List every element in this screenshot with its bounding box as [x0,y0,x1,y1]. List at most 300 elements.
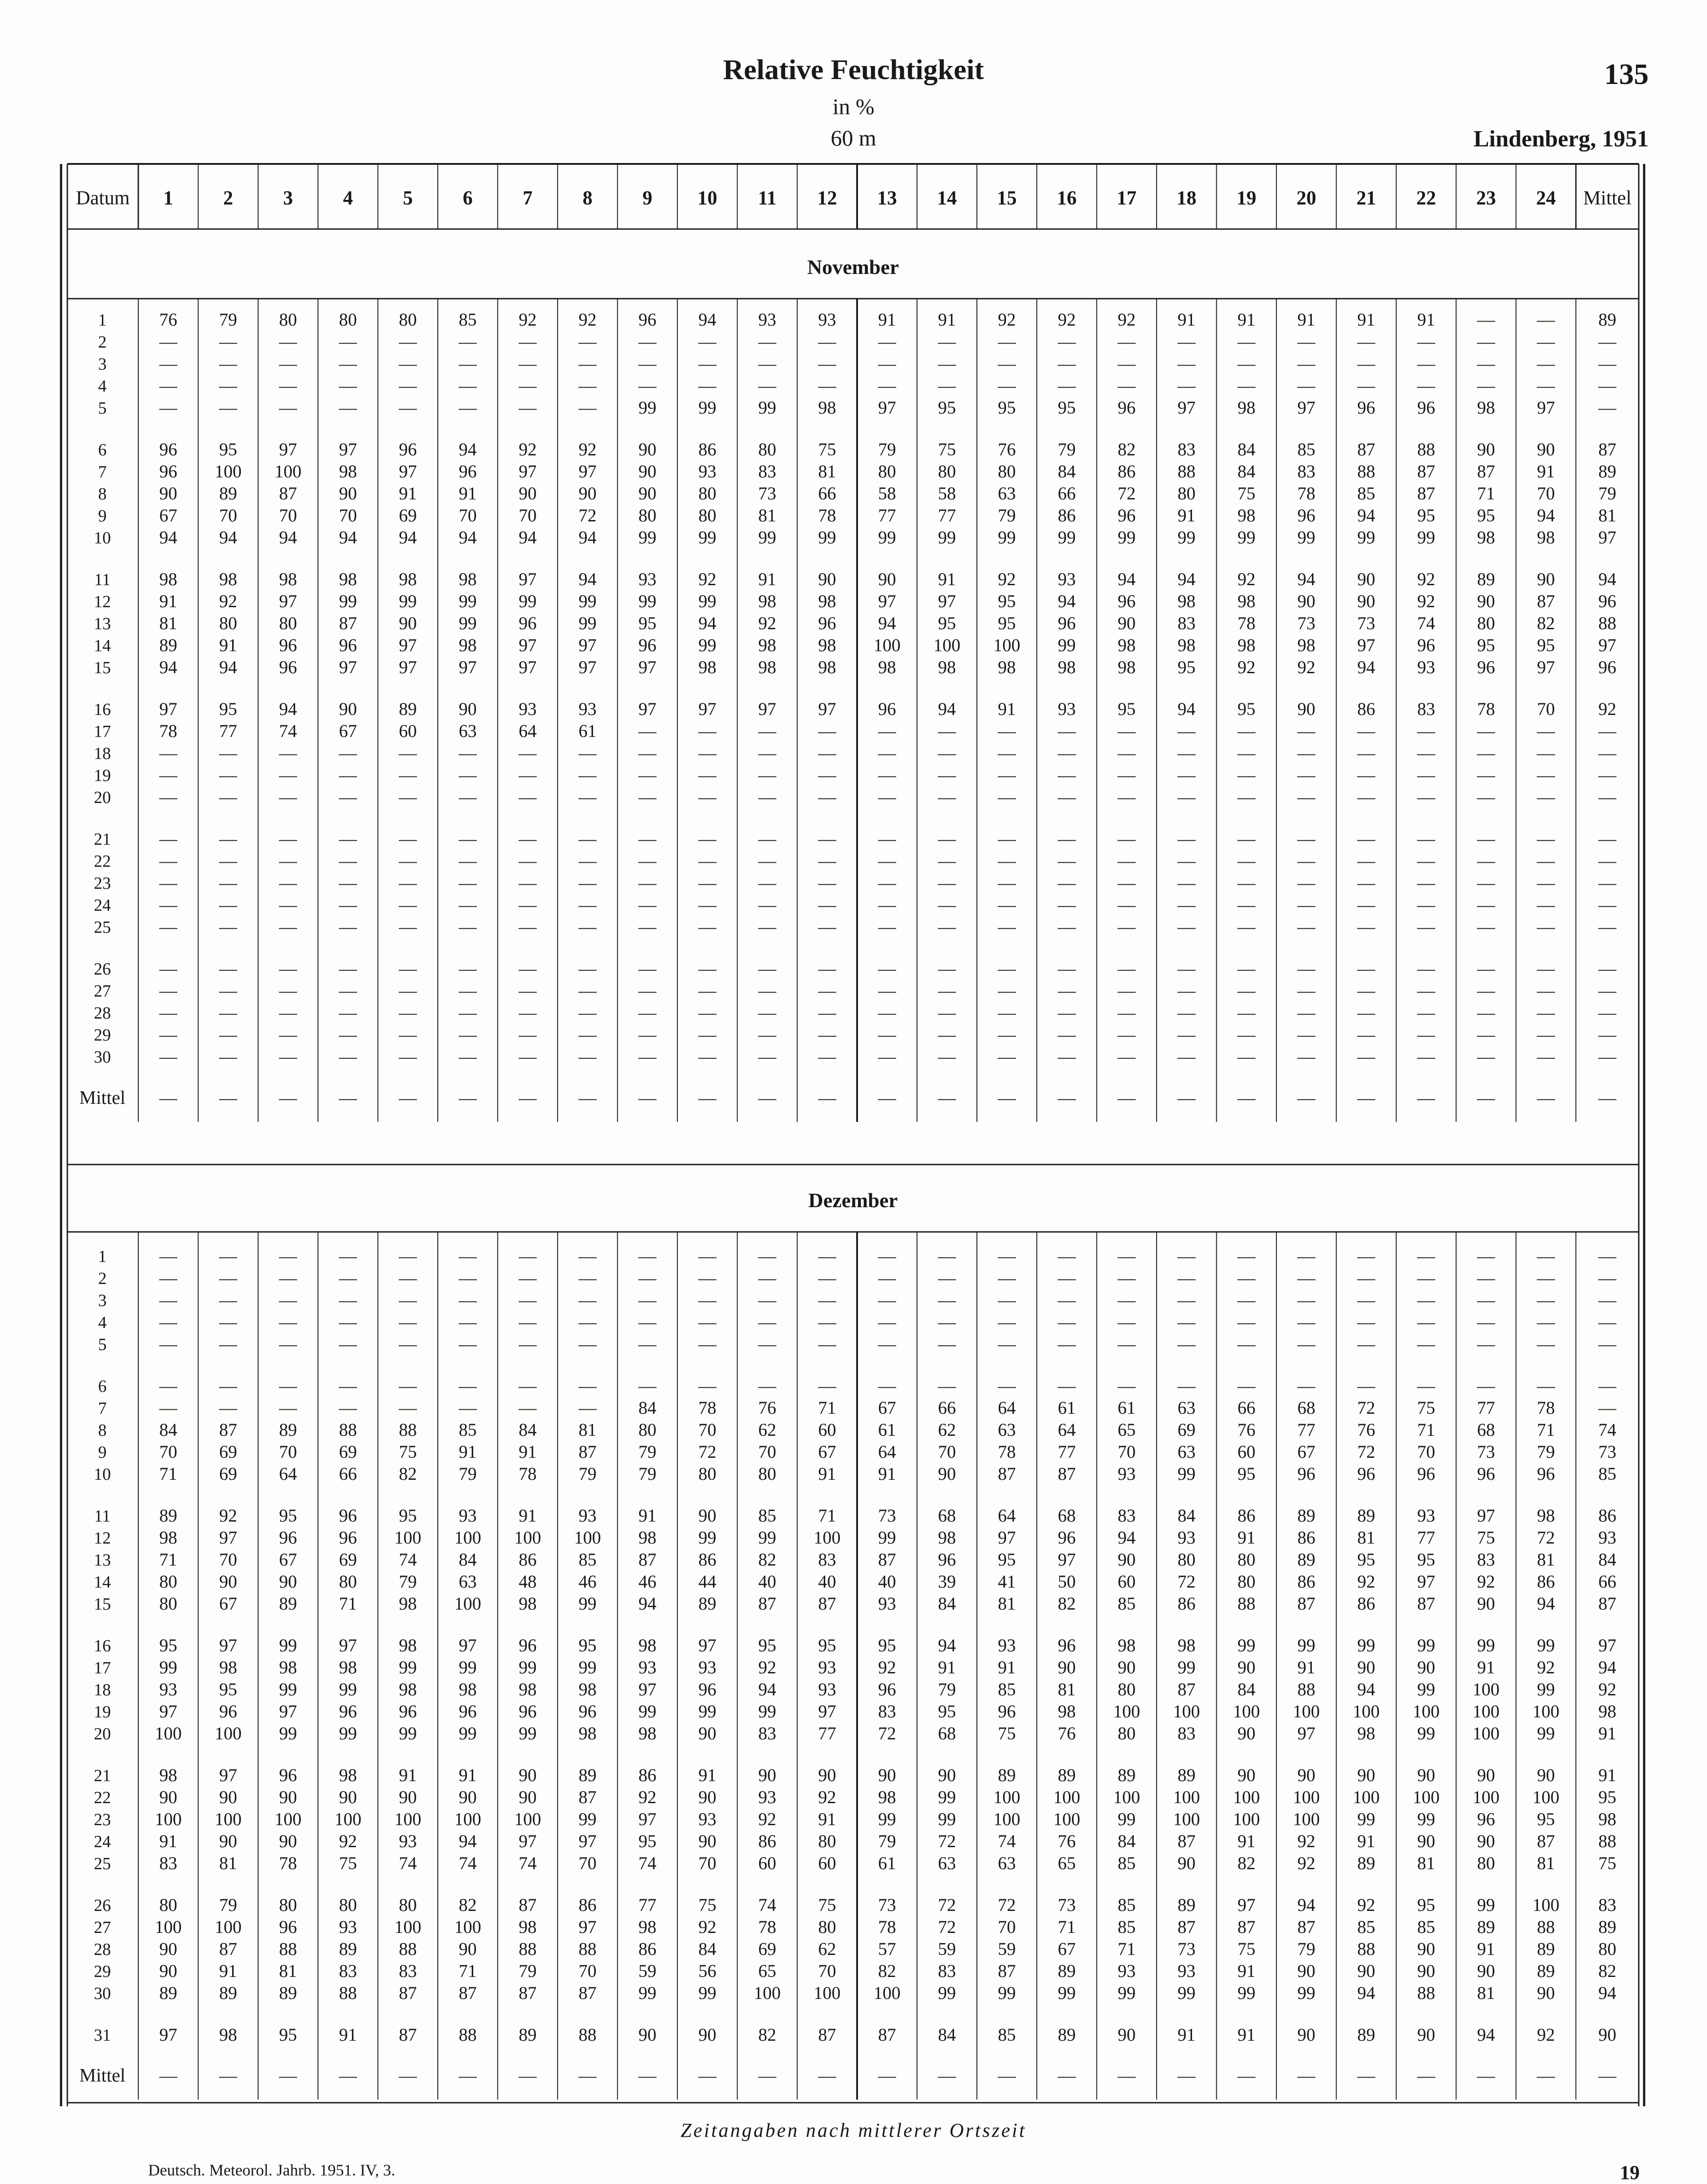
table-cell: 99 [698,527,717,547]
table-cell: 99 [279,1723,297,1743]
table-cell: 95 [1537,1809,1555,1829]
table-cell: 96 [339,1527,357,1548]
table-cell: — [698,1246,717,1266]
table-cell: 73 [1057,1895,1076,1915]
table-cell: 90 [519,1765,537,1785]
table-cell: 72 [938,1895,956,1915]
table-cell: — [698,375,717,396]
table-cell: 96 [578,1701,597,1721]
table-cell: 90 [1057,1657,1076,1677]
table-cell: 100 [215,1809,242,1829]
table-cell: 73 [1297,613,1315,633]
table-cell: — [1417,765,1435,785]
table-cell: — [519,873,537,893]
table-cell: — [399,917,417,937]
table-cell: 73 [758,483,776,503]
table-cell: 90 [159,1787,177,1807]
table-cell: 95 [1477,505,1495,525]
table-cell: — [1177,1024,1196,1045]
table-cell: 90 [1477,1593,1495,1614]
table-cell: 64 [998,1505,1016,1526]
table-cell: 84 [1117,1831,1136,1851]
table-cell: 86 [1297,1571,1315,1592]
table-cell: — [818,1002,836,1023]
table-cell: — [1117,375,1136,396]
mean-row-total: — [1598,1088,1616,1108]
table-cell: 99 [1297,1635,1315,1655]
row-mean-cell: 97 [1598,527,1616,547]
table-cell: — [1057,1312,1076,1332]
table-cell: 92 [1417,569,1435,589]
table-cell: — [458,1398,477,1418]
table-cell: 98 [1057,1701,1076,1721]
row-mean-cell: 94 [1598,569,1616,589]
table-cell: — [519,1312,537,1332]
table-cell: — [578,1046,597,1067]
table-cell: — [1237,980,1256,1001]
table-cell: 100 [1173,1809,1200,1829]
table-cell: 98 [399,569,417,589]
table-cell: 99 [1357,527,1376,547]
table-cell: 99 [938,1809,956,1829]
table-cell: — [938,980,956,1001]
table-cell: — [1417,851,1435,871]
row-day-label: 18 [94,744,111,763]
mean-row-cell: — [159,1088,177,1108]
table-cell: 99 [458,1723,477,1743]
table-cell: — [878,1334,896,1354]
table-cell: — [219,1024,238,1045]
table-cell: — [279,1334,297,1354]
table-cell: — [1117,1268,1136,1288]
table-cell: — [279,1398,297,1418]
table-cell: 100 [1412,1787,1440,1807]
table-cell: 44 [698,1571,717,1592]
table-cell: — [998,873,1016,893]
table-cell: 97 [1417,1571,1435,1592]
table-cell: — [159,917,177,937]
table-cell: — [159,1334,177,1354]
table-cell: 100 [993,635,1021,655]
table-cell: — [878,1046,896,1067]
row-day-label: 9 [98,1443,107,1462]
table-cell: — [578,1290,597,1310]
table-cell: — [1237,375,1256,396]
table-cell: 99 [399,591,417,611]
table-cell: 87 [818,2025,836,2045]
table-cell: — [938,1024,956,1045]
table-cell: 81 [1057,1679,1076,1699]
table-cell: — [818,353,836,374]
table-cell: 98 [1477,397,1495,418]
table-cell: 100 [1472,1701,1500,1721]
table-cell: 83 [159,1853,177,1873]
table-cell: — [998,1376,1016,1396]
table-cell: — [339,1246,357,1266]
table-cell: 94 [1297,1895,1315,1915]
table-cell: 86 [1297,1527,1315,1548]
table-cell: 99 [878,527,896,547]
table-cell: — [279,917,297,937]
table-cell: 84 [938,1593,956,1614]
table-cell: 89 [1057,1961,1076,1981]
table-cell: 77 [878,505,896,525]
table-cell: 91 [159,1831,177,1851]
table-cell: — [159,895,177,915]
row-mean-cell: — [1598,765,1616,785]
table-cell: — [399,873,417,893]
table-cell: 96 [1357,397,1376,418]
table-cell: 72 [1177,1571,1196,1592]
table-cell: 98 [818,397,836,418]
table-cell: — [578,958,597,979]
row-mean-cell: 97 [1598,1635,1616,1655]
row-day-label: 28 [94,1004,111,1023]
table-cell: 98 [638,1635,657,1655]
table-cell: — [1177,873,1196,893]
table-cell: — [159,1046,177,1067]
table-cell: — [339,895,357,915]
table-cell: — [758,1046,776,1067]
table-cell: 92 [878,1657,896,1677]
row-mean-cell: 85 [1598,1464,1616,1484]
table-cell: — [1297,1268,1315,1288]
table-cell: 99 [279,1635,297,1655]
table-cell: 78 [1537,1398,1555,1418]
table-cell: — [1297,851,1315,871]
table-cell: 97 [1537,657,1555,677]
table-cell: 82 [758,2025,776,2045]
table-cell: 90 [1417,2025,1435,2045]
table-cell: — [1357,873,1376,893]
table-cell: — [159,353,177,374]
header-hour: 10 [697,187,717,209]
table-cell: — [1237,1376,1256,1396]
table-cell: — [399,787,417,807]
table-cell: 100 [873,1983,901,2003]
table-cell: 87 [1057,1464,1076,1484]
table-cell: 90 [638,439,657,459]
table-cell: 98 [698,657,717,677]
table-cell: — [1477,895,1495,915]
table-cell: 99 [578,1593,597,1614]
table-cell: — [519,1002,537,1023]
table-cell: 84 [519,1420,537,1440]
table-cell: 91 [1357,1831,1376,1851]
mean-row-cell: — [339,2065,357,2086]
table-cell: — [818,375,836,396]
table-cell: 69 [758,1939,776,1959]
table-cell: — [1537,1046,1555,1067]
table-cell: 97 [219,1765,238,1785]
table-cell: 87 [1537,591,1555,611]
table-cell: — [1117,1002,1136,1023]
row-mean-cell: 94 [1598,1983,1616,2003]
table-cell: 100 [1532,1895,1560,1915]
table-cell: 97 [758,699,776,719]
table-cell: — [1537,1268,1555,1288]
table-cell: 69 [399,505,417,525]
table-cell: 96 [698,1679,717,1699]
table-cell: 100 [814,1983,841,2003]
table-cell: — [638,829,657,849]
table-cell: — [878,958,896,979]
table-cell: — [219,375,238,396]
row-mean-cell: 91 [1598,1765,1616,1785]
table-cell: 97 [458,1635,477,1655]
header-hour: 20 [1296,187,1316,209]
table-cell: — [878,1024,896,1045]
table-cell: 93 [758,1787,776,1807]
table-cell: 94 [938,1635,956,1655]
table-cell: 88 [1357,461,1376,481]
table-cell: 99 [458,1657,477,1677]
table-cell: 75 [938,439,956,459]
table-cell: — [339,1376,357,1396]
table-cell: 48 [519,1571,537,1592]
table-cell: 85 [1417,1917,1435,1937]
table-cell: — [878,1002,896,1023]
table-cell: — [698,851,717,871]
mean-row-cell: — [399,2065,417,2086]
table-cell: 86 [578,1895,597,1915]
table-cell: 82 [1537,613,1555,633]
row-day-label: 2 [98,1269,107,1288]
table-cell: 99 [1537,1723,1555,1743]
table-cell: 89 [998,1765,1016,1785]
table-cell: — [1357,917,1376,937]
table-cell: 90 [1477,1961,1495,1981]
table-cell: — [458,1002,477,1023]
table-cell: 82 [1117,439,1136,459]
table-cell: — [1417,721,1435,741]
row-mean-cell: — [1598,721,1616,741]
table-cell: 99 [1117,1809,1136,1829]
altitude-label: 60 m [831,125,876,150]
table-cell: — [1057,980,1076,1001]
row-day-label: 10 [94,529,111,547]
table-cell: 89 [519,2025,537,2045]
table-cell: — [1297,353,1315,374]
table-cell: 91 [1297,309,1315,330]
table-cell: 99 [1237,1983,1256,2003]
table-cell: 99 [1477,1635,1495,1655]
mean-row-cell: — [998,1088,1016,1108]
table-cell: — [758,721,776,741]
table-cell: 97 [1297,397,1315,418]
table-cell: — [998,1046,1016,1067]
table-cell: 80 [638,1420,657,1440]
table-cell: 73 [878,1895,896,1915]
table-cell: 70 [1537,483,1555,503]
row-mean-cell: — [1598,1268,1616,1288]
table-cell: — [938,851,956,871]
table-cell: — [458,397,477,418]
table-cell: 95 [578,1635,597,1655]
row-mean-cell: — [1598,331,1616,352]
table-cell: — [1237,331,1256,352]
row-day-label: 9 [98,507,107,525]
table-cell: 80 [399,1895,417,1915]
table-cell: 76 [1057,1723,1076,1743]
table-cell: 92 [339,1831,357,1851]
table-cell: 94 [1477,2025,1495,2045]
row-day-label: 4 [98,1313,107,1332]
table-cell: — [1537,743,1555,763]
table-cell: 99 [638,1701,657,1721]
table-cell: 97 [698,699,717,719]
table-cell: 94 [578,569,597,589]
table-cell: 84 [1057,461,1076,481]
table-cell: — [1297,1046,1315,1067]
table-cell: 89 [1537,1961,1555,1981]
table-cell: 81 [1477,1983,1495,2003]
table-cell: 63 [998,483,1016,503]
table-cell: 95 [219,1679,238,1699]
table-cell: 72 [878,1723,896,1743]
table-cell: 41 [998,1571,1016,1592]
table-cell: 94 [219,527,238,547]
row-day-label: 25 [94,1854,111,1873]
table-cell: — [818,1246,836,1266]
table-cell: 99 [1297,527,1315,547]
table-cell: 100 [1053,1809,1080,1829]
table-cell: — [1357,787,1376,807]
table-cell: 96 [818,613,836,633]
table-cell: 75 [698,1895,717,1915]
table-cell: 96 [1417,1464,1435,1484]
table-cell: — [638,851,657,871]
row-mean-cell: — [1598,1334,1616,1354]
table-cell: — [458,1246,477,1266]
row-day-label: 14 [94,636,111,655]
table-cell: — [1057,1334,1076,1354]
table-cell: 63 [1177,1442,1196,1462]
table-cell: 90 [1117,1549,1136,1570]
table-cell: 86 [638,1939,657,1959]
table-cell: — [339,917,357,937]
table-cell: 100 [1233,1701,1260,1721]
table-cell: — [399,1246,417,1266]
table-cell: — [1177,958,1196,979]
mean-row-cell: — [1117,1088,1136,1108]
table-cell: 93 [878,1593,896,1614]
table-cell: 90 [878,1765,896,1785]
table-cell: 98 [159,569,177,589]
table-cell: 92 [698,1917,717,1937]
table-cell: 71 [818,1505,836,1526]
row-day-label: 14 [94,1573,111,1592]
table-cell: 70 [339,505,357,525]
table-cell: — [1117,1312,1136,1332]
table-cell: 71 [818,1398,836,1418]
table-cell: — [1477,353,1495,374]
table-cell: 98 [818,591,836,611]
table-cell: — [1417,375,1435,396]
table-cell: 91 [938,1657,956,1677]
table-cell: 92 [1477,1571,1495,1592]
table-cell: 95 [399,1505,417,1526]
table-cell: 94 [758,1679,776,1699]
table-cell: 90 [1477,439,1495,459]
table-cell: — [1057,851,1076,871]
table-cell: 63 [458,721,477,741]
table-cell: 100 [1233,1787,1260,1807]
table-cell: — [279,851,297,871]
mean-row-cell: — [1537,1088,1555,1108]
table-cell: 89 [1477,569,1495,589]
table-cell: 87 [578,1442,597,1462]
table-cell: 84 [638,1398,657,1418]
table-cell: 85 [758,1505,776,1526]
table-cell: 97 [279,1701,297,1721]
table-cell: 85 [458,309,477,330]
table-cell: 80 [758,439,776,459]
table-cell: — [1537,980,1555,1001]
table-cell: 96 [1297,505,1315,525]
table-cell: — [818,1046,836,1067]
table-cell: — [758,1002,776,1023]
row-day-label: 21 [94,1766,111,1785]
table-cell: — [698,765,717,785]
table-cell: 97 [399,635,417,655]
table-cell: 99 [698,1983,717,2003]
page-number: 135 [1604,58,1649,91]
table-cell: — [938,829,956,849]
header-hour: 13 [877,187,897,209]
table-cell: — [1477,917,1495,937]
row-mean-cell: 83 [1598,1895,1616,1915]
table-cell: 100 [1472,1723,1500,1743]
table-cell: — [399,1376,417,1396]
table-cell: 97 [399,461,417,481]
table-cell: — [458,1268,477,1288]
table-cell: 78 [159,721,177,741]
table-cell: 98 [219,569,238,589]
table-cell: 100 [454,1809,481,1829]
table-cell: 50 [1057,1571,1076,1592]
table-cell: — [818,917,836,937]
mean-row-total: — [1598,2065,1616,2086]
table-cell: 91 [339,2025,357,2045]
table-cell: 75 [1477,1527,1495,1548]
table-cell: 65 [758,1961,776,1981]
table-cell: 96 [1537,1464,1555,1484]
table-cell: 90 [758,1765,776,1785]
table-cell: 85 [998,1679,1016,1699]
table-cell: — [1237,1268,1256,1288]
row-day-label: 1 [98,1247,107,1266]
table-cell: 98 [1237,397,1256,418]
table-cell: — [219,1002,238,1023]
table-cell: 71 [159,1464,177,1484]
table-cell: — [1357,851,1376,871]
row-day-label: 1 [98,311,107,330]
row-mean-cell: — [1598,353,1616,374]
table-cell: 90 [878,569,896,589]
row-day-label: 3 [98,1291,107,1310]
table-cell: 97 [938,591,956,611]
table-cell: — [458,1046,477,1067]
table-cell: 98 [159,1765,177,1785]
table-cell: 76 [1357,1420,1376,1440]
table-cell: 93 [458,1505,477,1526]
table-cell: — [219,1334,238,1354]
table-cell: 94 [1057,591,1076,611]
table-cell: 96 [339,1701,357,1721]
table-cell: — [339,331,357,352]
table-cell: 99 [159,1657,177,1677]
